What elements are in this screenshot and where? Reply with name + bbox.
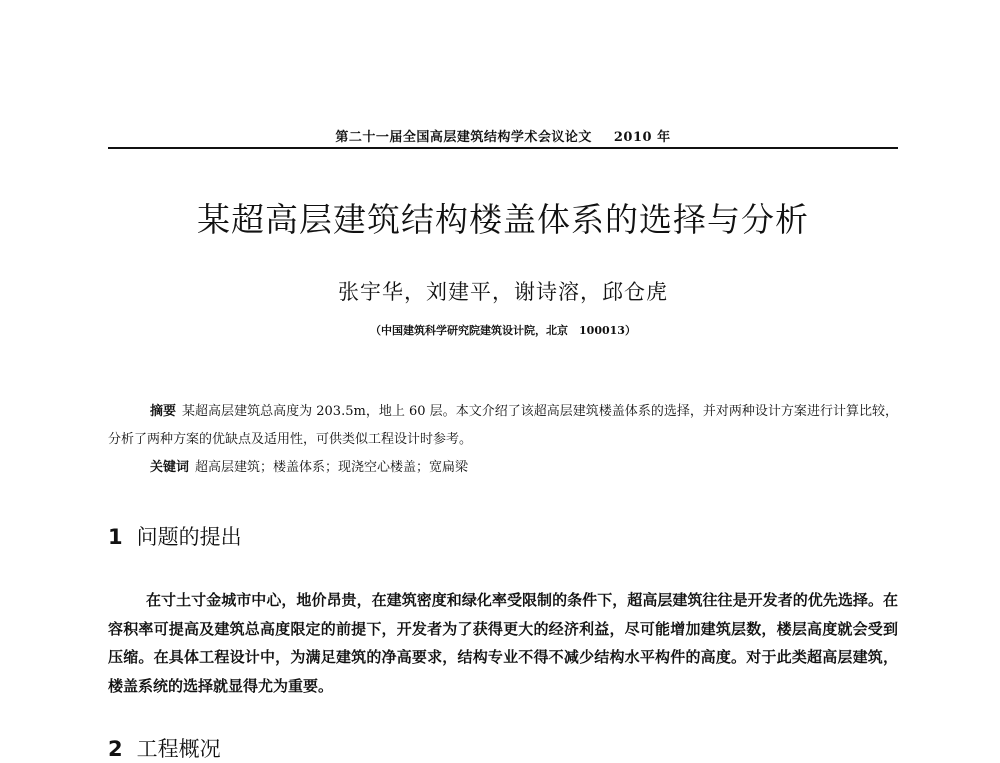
abstract-text: 某超高层建筑总高度为 203.5m，地上 60 层。本文介绍了该超高层建筑楼盖体系的选择，并对两种设计方案进行计算比较，分析了两种方案的优缺点及适用性，可供类似工程设计时参考。 bbox=[108, 404, 898, 447]
section-title: 问题的提出 bbox=[136, 525, 242, 549]
running-header bbox=[108, 126, 898, 145]
header-rule bbox=[108, 147, 898, 149]
section-number: 1 bbox=[108, 525, 123, 549]
abstract bbox=[108, 398, 898, 454]
keywords bbox=[150, 458, 898, 478]
section-heading bbox=[108, 521, 898, 551]
paper-title: 某超高层建筑结构楼盖体系的选择与分析 bbox=[197, 200, 809, 239]
running-header-year: 2010 年 bbox=[613, 130, 671, 145]
author-list: 张宇华，刘建平，谢诗溶，邱仓虎 bbox=[338, 280, 668, 304]
running-header-text: 第二十一届全国高层建筑结构学术会议论文 bbox=[335, 130, 592, 145]
keywords-label: 关键词 bbox=[150, 460, 190, 475]
section-heading bbox=[108, 733, 898, 763]
section-title: 工程概况 bbox=[136, 737, 221, 761]
abstract-label: 摘要 bbox=[150, 404, 177, 419]
keywords-text: 超高层建筑；楼盖体系；现浇空心楼盖；宽扁梁 bbox=[195, 460, 469, 475]
section-body-paragraph: 在寸土寸金城市中心，地价昂贵，在建筑密度和绿化率受限制的条件下，超高层建筑往往是开发者的优先选择。在容积率可提高及建筑总高度限定的前提下，开发者为了获得更大的经济利益，尽可能增加建筑层数，楼层高度就会受到压缩。在具体工程设计中，为满足建筑的净高要求，结构专业不得不减少结构水平构件的高度。对于此类超高层建筑，楼盖系统的选择就显得尤为重要。 bbox=[108, 591, 898, 695]
affiliation: （中国建筑科学研究院建筑设计院，北京 100013） bbox=[370, 324, 636, 337]
section-number: 2 bbox=[108, 737, 123, 761]
